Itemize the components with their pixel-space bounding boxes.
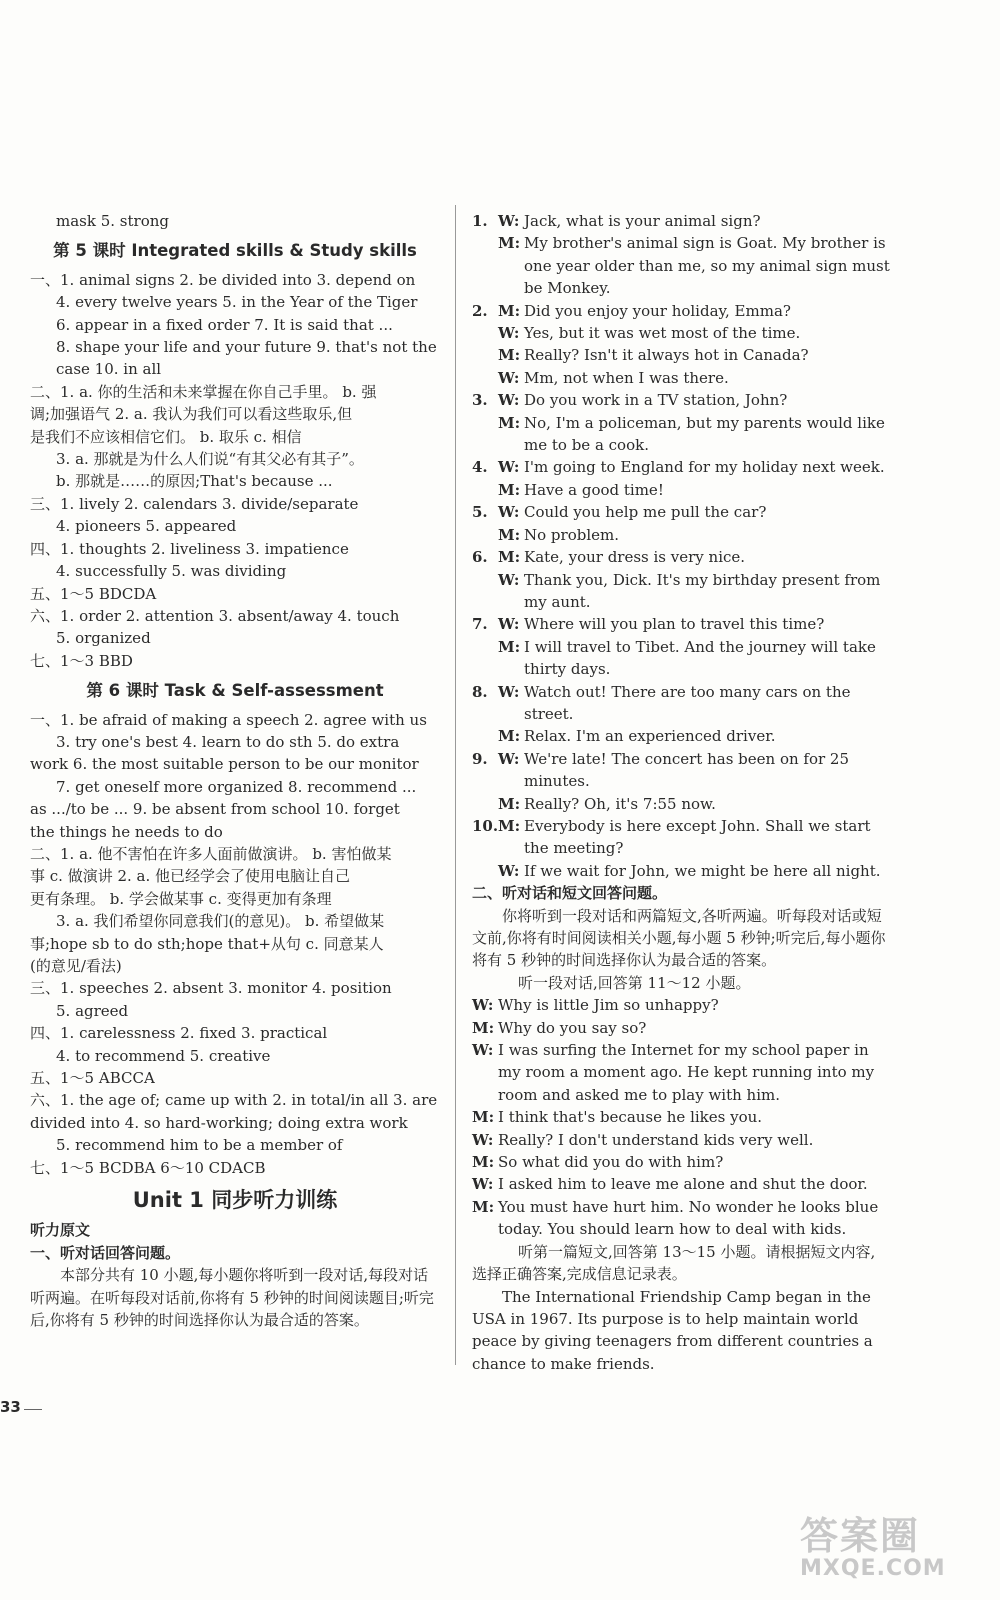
speaker-label: W: [498,212,520,230]
dialogue-text: If we wait for John, we might be here all night. [524,861,881,880]
speaker-label: M: [498,548,521,567]
speaker-label: W: [472,1175,494,1194]
dialogue-text: No, I'm a policeman, but my parents would like me to be a cook. [524,413,885,455]
answer-line: work 6. the most suitable person to be our monitor [30,755,419,774]
dialogue-line [472,412,890,457]
dialogue-line [472,636,890,681]
speaker-label: W: [498,570,520,589]
question-number [472,344,498,366]
dialogue-text: Did you enjoy your holiday, Emma? [524,301,791,320]
lesson5-answers [30,269,440,672]
question-number [472,479,498,501]
dialogue-text: Where will you plan to travel this time? [524,615,825,634]
speaker-label: M: [472,1018,495,1037]
dialogue-line [472,456,890,478]
dialogue-text: Relax. I'm an experienced driver. [524,727,776,746]
speaker-label: W: [498,749,520,768]
watermark-logo: 答案圈 [800,1514,921,1558]
dialogue-text: Really? Isn't it always hot in Canada? [524,346,809,365]
question-number [472,793,498,815]
dialogue-line [472,1196,890,1241]
dialogue-line [472,1106,890,1128]
dialogue-text: So what did you do with him? [498,1153,724,1172]
dialogue-line [472,1173,890,1195]
speaker-label: W: [498,324,520,343]
lesson6-answers [30,709,440,1180]
answer-line: 4. pioneers 5. appeared [56,517,237,536]
question-number: 1. [472,212,488,230]
top-line: mask 5. strong [56,212,169,230]
dialogue-text: Could you help me pull the car? [524,503,767,522]
dialogue-line [472,546,890,568]
question-number: 4. [472,458,488,477]
part2-title: 二、听对话和短文回答问题。 [472,884,668,903]
passage-text: The International Friendship Camp began in the USA in 1967. Its purpose is to help maintain world peace by giving teenagers from different countries a chance to make friends. [472,1287,873,1373]
dialogue-text: Why is little Jim so unhappy? [498,996,719,1015]
part2-intro: 你将听到一段对话和两篇短文,各听两遍。听每段对话或短文前,你将有时间阅读相关小题,每小题 5 秒钟;听完后,每小题你将有 5 秒钟的时间选择你认为最合适的答案。 [472,906,886,970]
answer-line: as .../to be ... 9. be absent from school 10. forget [30,800,400,819]
answer-line: 六、1. order 2. attention 3. absent/away 4. touch [30,606,400,625]
dialogue-line [472,479,890,501]
unit-title: Unit 1 同步听力训练 [132,1188,338,1213]
dialogue-line [472,367,890,389]
answer-line: 四、1. carelessness 2. fixed 3. practical [30,1024,328,1043]
dialogue-text: Yes, but it was wet most of the time. [524,324,801,343]
right-column [472,210,890,1375]
dialogue-text: I'm going to England for my holiday next week. [524,458,885,477]
answer-line: 事;hope sb to do sth;hope that+从句 c. 同意某人 [30,934,384,953]
dialogue-line [472,1017,890,1039]
dialogue-line [472,210,890,232]
answer-line: 5. recommend him to be a member of [56,1136,343,1155]
answer-line: 事 c. 做演讲 2. a. 他已经学会了使用电脑让自己 [30,867,351,886]
dialogue-text: Everybody is here except John. Shall we start the meeting? [524,816,871,858]
question-number [472,367,498,389]
answer-line: 五、1～5 BDCDA [30,584,157,603]
answer-line: 调;加强语气 2. a. 我认为我们可以看这些取乐,但 [30,405,353,424]
answer-line: case 10. in all [56,360,162,379]
answer-line: 8. shape your life and your future 9. that's not the [56,338,437,357]
question-number: 9. [472,749,488,768]
dialogue-text: We're late! The concert has been on for 25 minutes. [524,749,850,791]
question-number: 2. [472,301,488,320]
part1-title: 一、听对话回答问题。 [30,1243,181,1262]
speaker-label: M: [498,525,521,544]
speaker-label: M: [472,1197,495,1216]
answer-line: 七、1～5 BCDBA 6～10 CDACB [30,1158,266,1177]
speaker-label: W: [498,615,520,634]
dialogue-line [472,501,890,523]
dialogue-line [472,994,890,1016]
question-number: 7. [472,615,488,634]
speaker-label: W: [472,1130,494,1149]
dialogue-line [472,322,890,344]
speaker-label: M: [472,1153,495,1172]
question-number [472,636,498,681]
dialogue-line [472,389,890,411]
dialogue-text: My brother's animal sign is Goat. My brother is one year older than me, so my animal sign must be Monkey. [524,234,890,298]
answer-line: 六、1. the age of; came up with 2. in total/in all 3. are [30,1091,438,1110]
dialogue-text: I asked him to leave me alone and shut the door. [498,1175,868,1194]
answer-line: 更有条理。 b. 学会做某事 c. 变得更加有条理 [30,889,332,908]
question-number [472,725,498,747]
speaker-label: M: [498,637,521,656]
dialogue-text: I will travel to Tibet. And the journey will take thirty days. [524,637,876,679]
dialogue-line [472,524,890,546]
question-number: 5. [472,503,488,522]
dialogue-line [472,860,890,882]
speaker-label: M: [498,480,521,499]
question-number: 8. [472,682,488,701]
q11-intro: 听一段对话,回答第 11～12 小题。 [518,973,751,992]
speaker-label: M: [498,346,521,365]
dialogue-line [472,1151,890,1173]
left-column [30,210,440,1332]
answer-line: 二、1. a. 你的生活和未来掌握在你自己手里。 b. 强 [30,382,377,401]
answer-line: 一、1. be afraid of making a speech 2. agree with us [30,710,427,729]
answer-line: the things he needs to do [30,822,223,841]
speaker-label: M: [498,727,521,746]
speaker-label: M: [498,301,521,320]
answer-line: 三、1. speeches 2. absent 3. monitor 4. position [30,979,392,998]
dialogue-line [472,793,890,815]
dialogue-line [472,300,890,322]
dialogue-text: You must have hurt him. No wonder he looks blue today. You should learn how to deal with kids. [498,1197,879,1239]
speaker-label: W: [498,458,520,477]
dialogue-text: Really? I don't understand kids very well. [498,1130,814,1149]
answer-line: 4. successfully 5. was dividing [56,562,287,581]
dialogue-text: Thank you, Dick. It's my birthday present from my aunt. [524,570,881,611]
answer-line: 3. try one's best 4. learn to do sth 5. do extra [56,732,400,751]
speaker-label: M: [498,234,521,253]
dialogue-line [472,344,890,366]
answer-line: 4. every twelve years 5. in the Year of the Tiger [56,293,418,312]
speaker-label: W: [498,368,520,387]
page-number-dash [24,1409,42,1410]
dialogue-text: Really? Oh, it's 7:55 now. [524,794,716,813]
page-number: 33 [0,1398,21,1416]
answer-line: 5. agreed [56,1001,129,1020]
answer-line: 二、1. a. 他不害怕在许多人面前做演讲。 b. 害怕做某 [30,844,392,863]
speaker-label: M: [498,413,521,432]
answer-line: 5. organized [56,629,151,648]
answer-line: 7. get oneself more organized 8. recommend ... [56,777,417,796]
speaker-label: M: [472,1108,495,1127]
answer-line: 一、1. animal signs 2. be divided into 3. depend on [30,270,416,289]
lesson6-title: 第 6 课时 Task & Self-assessment [86,681,384,701]
dialogue-line [472,569,890,614]
answer-line: 七、1～3 BBD [30,651,133,670]
question-number [472,322,498,344]
speaker-label: W: [498,391,520,410]
dialogue-line [472,681,890,726]
dialogue-text: I think that's because he likes you. [498,1108,763,1127]
dialogue-text: Jack, what is your animal sign? [524,212,761,230]
dialogue-text: Have a good time! [524,480,664,499]
answer-line: 四、1. thoughts 2. liveliness 3. impatience [30,539,349,558]
dialogue-text: Watch out! There are too many cars on the street. [524,682,851,723]
column-divider [455,205,456,1365]
speaker-label: M: [498,794,521,813]
listening-label: 听力原文 [30,1221,91,1240]
answer-line: 4. to recommend 5. creative [56,1046,271,1065]
answer-line: 三、1. lively 2. calendars 3. divide/separate [30,494,359,513]
dialogue-text: No problem. [524,525,619,544]
answer-line: (的意见/看法) [30,957,122,975]
speaker-label: W: [472,1041,494,1060]
dialogue-text: Mm, not when I was there. [524,368,729,387]
answer-line: divided into 4. so hard-working; doing extra work [30,1113,408,1132]
dialogue-text: Kate, your dress is very nice. [524,548,746,567]
question-number [472,569,498,614]
speaker-label: W: [498,503,520,522]
question-number [472,860,498,882]
question-number [472,412,498,457]
dialogue-text: Do you work in a TV station, John? [524,391,788,410]
dialogue-line [472,613,890,635]
watermark-url: MXQE.COM [800,1556,946,1581]
dialogue-line [472,748,890,793]
dialogue-line [472,725,890,747]
answer-line: 6. appear in a fixed order 7. It is said that ... [56,315,393,334]
dialogue-line [472,815,890,860]
speaker-label: W: [498,682,520,701]
question-number: 10. [472,816,499,835]
question-number: 3. [472,391,488,410]
lesson5-title: 第 5 课时 Integrated skills & Study skills [53,241,417,261]
watermark [800,1505,990,1595]
answer-line: 3. a. 那就是为什么人们说“有其父必有其子”。 [56,450,364,469]
dialogue-text: Why do you say so? [498,1018,647,1037]
speaker-label: M: [498,816,521,835]
answer-line: 是我们不应该相信它们。 b. 取乐 c. 相信 [30,427,302,446]
q13-intro: 听第一篇短文,回答第 13～15 小题。请根据短文内容,选择正确答案,完成信息记录表。 [472,1242,876,1284]
speaker-label: W: [472,996,494,1015]
answer-line: 3. a. 我们希望你同意我们(的意见)。 b. 希望做某 [56,912,385,931]
answer-line: 五、1～5 ABCCA [30,1069,155,1088]
dialogue-line [472,232,890,299]
question-number [472,232,498,299]
question-number: 6. [472,548,488,567]
question-number [472,524,498,546]
part1-intro: 本部分共有 10 小题,每小题你将听到一段对话,每段对话听两遍。在听每段对话前,你将有 5 秒钟的时间阅读题目;听完后,你将有 5 秒钟的时间选择你认为最合适的答案。 [30,1266,434,1330]
speaker-label: W: [498,861,520,880]
dialogue-text: I was surfing the Internet for my school paper in my room a moment ago. He kept running into my room and asked me to play with him. [498,1041,875,1104]
answer-line: b. 那就是……的原因;That's because ... [56,472,333,491]
dialogue-line [472,1039,890,1106]
dialogue-line [472,1129,890,1151]
